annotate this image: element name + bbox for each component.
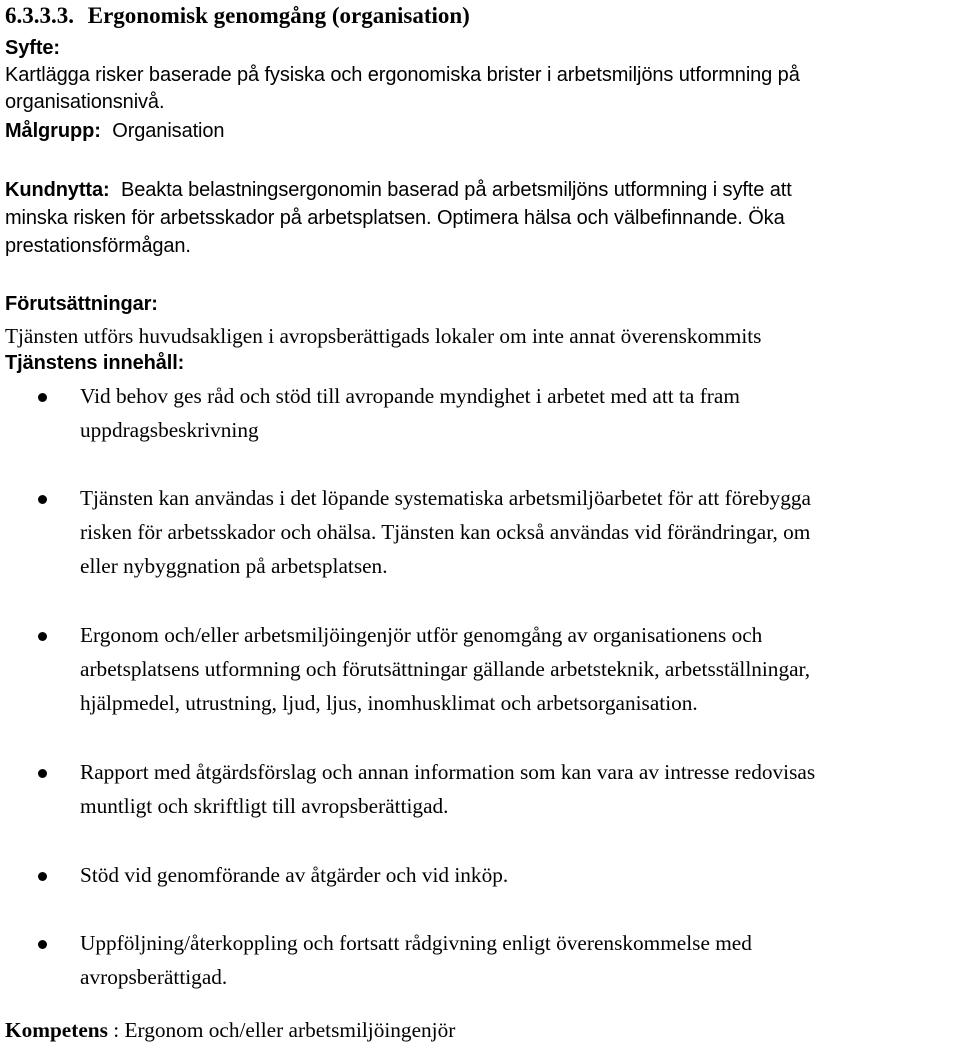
list-item-line: Stöd vid genomförande av åtgärder och vid inköp. bbox=[80, 863, 509, 887]
list-item-text bbox=[80, 758, 960, 821]
section-title: Ergonomisk genomgång (organisation) bbox=[87, 3, 470, 28]
list-item-line: Ergonom och/eller arbetsmiljöingenjör utför genomgång av organisationens och bbox=[80, 623, 763, 647]
malgrupp-row bbox=[5, 117, 224, 146]
kompetens-row bbox=[5, 1016, 455, 1045]
syfte-text-line-1: Kartlägga risker baserade på fysiska och ergonomiska brister i arbetsmiljöns utformning på bbox=[5, 64, 800, 86]
list-item-text bbox=[80, 929, 960, 992]
bullet-icon bbox=[38, 940, 47, 949]
section-number: 6.3.3.3. bbox=[5, 3, 74, 28]
kompetens-label: Kompetens bbox=[5, 1018, 108, 1042]
syfte-label: Syfte: bbox=[5, 37, 60, 59]
malgrupp-label: Målgrupp: bbox=[5, 120, 101, 142]
list-item-line: uppdragsbeskrivning bbox=[80, 418, 259, 442]
innehall-label: Tjänstens innehåll: bbox=[5, 352, 185, 374]
malgrupp-value: Organisation bbox=[112, 120, 225, 142]
list-item-text bbox=[80, 484, 960, 581]
list-item-text bbox=[80, 621, 960, 718]
bullet-icon bbox=[38, 872, 47, 881]
list-item-line: muntligt och skriftligt till avropsberättigad. bbox=[80, 794, 449, 818]
forutsattningar-text: Tjänsten utförs huvudsakligen i avropsberättigads lokaler om inte annat överenskommits bbox=[5, 324, 762, 348]
list-item-text bbox=[80, 382, 960, 445]
list-item-line: Vid behov ges råd och stöd till avropande myndighet i arbetet med att ta fram bbox=[80, 384, 740, 408]
bullet-icon bbox=[38, 495, 47, 504]
list-item-line: Uppföljning/återkoppling och fortsatt rådgivning enligt överenskommelse med bbox=[80, 931, 752, 955]
bullet-icon bbox=[38, 393, 47, 402]
list-item-text bbox=[80, 861, 960, 890]
list-item-line: hjälpmedel, utrustning, ljud, ljus, inomhusklimat och arbetsorganisation. bbox=[80, 691, 698, 715]
bullet-icon bbox=[38, 632, 47, 641]
list-item-line: risken för arbetsskador och ohälsa. Tjänsten kan också användas vid förändringar, om bbox=[80, 520, 811, 544]
forutsattningar-label: Förutsättningar: bbox=[5, 293, 158, 315]
list-item-line: avropsberättigad. bbox=[80, 965, 228, 989]
kompetens-value: Ergonom och/eller arbetsmiljöingenjör bbox=[124, 1018, 456, 1042]
kundnytta-text-line-3: prestationsförmågan. bbox=[5, 235, 191, 257]
section-heading bbox=[5, 1, 470, 30]
syfte-text-line-2: organisationsnivå. bbox=[5, 91, 165, 113]
list-item-line: eller nybyggnation på arbetsplatsen. bbox=[80, 554, 388, 578]
kompetens-separator: : bbox=[107, 1018, 125, 1042]
list-item-line: Rapport med åtgärdsförslag och annan information som kan vara av intresse redovisas bbox=[80, 760, 816, 784]
kundnytta-text-line-2: minska risken för arbetsskador på arbetsplatsen. Optimera hälsa och välbefinnande. Öka bbox=[5, 207, 785, 229]
list-item-line: Tjänsten kan användas i det löpande systematiska arbetsmiljöarbetet för att förebygga bbox=[80, 486, 811, 510]
kundnytta-row bbox=[5, 176, 792, 205]
kundnytta-text-line-1: Beakta belastningsergonomin baserad på arbetsmiljöns utformning i syfte att bbox=[121, 179, 792, 201]
kundnytta-label: Kundnytta: bbox=[5, 179, 110, 201]
bullet-icon bbox=[38, 769, 47, 778]
list-item-line: arbetsplatsens utformning och förutsättningar gällande arbetsteknik, arbetsställningar, bbox=[80, 657, 811, 681]
